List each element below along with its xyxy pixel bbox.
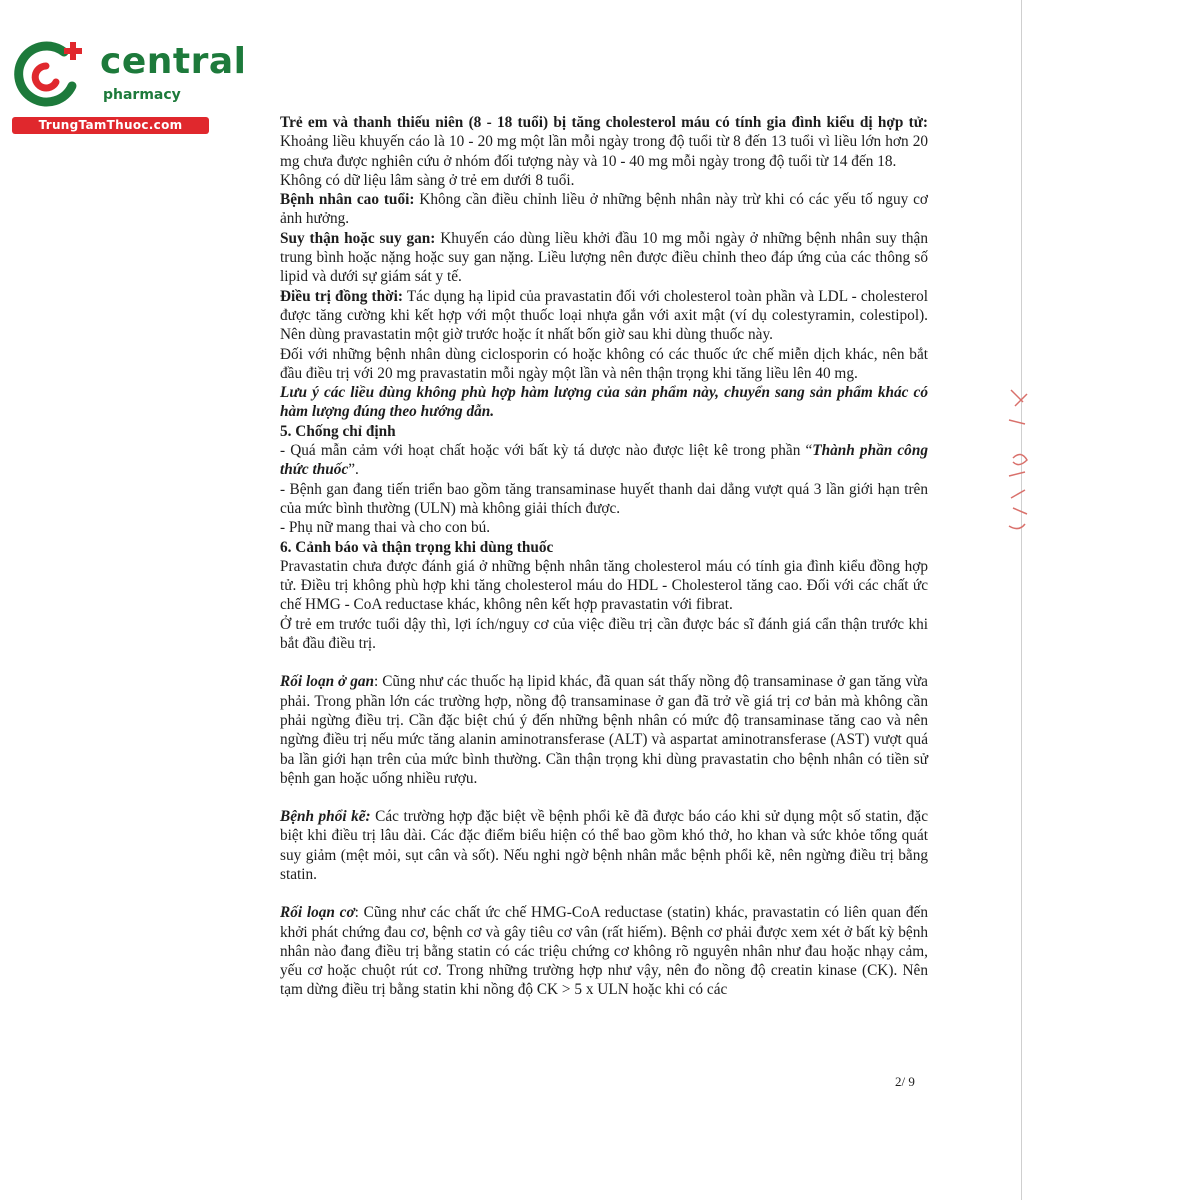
contraindication-3: - Phụ nữ mang thai và cho con bú. bbox=[280, 519, 491, 537]
stamp-fragment-icon bbox=[1003, 380, 1043, 550]
warning-paragraph-1: Pravastatin chưa được đánh giá ở những bệnh nhân tăng cholesterol máu có tính gia đình kiểu đồng hợp tử. Điều trị không phù hợp khi tăng cholesterol máu do HDL - Cholesterol tăng cao. Đối với các chất ức chế HMG - CoA reductase khác, không nên kết hợp pravastatin với fibrat. bbox=[280, 557, 928, 614]
paragraph-liver: Rối loạn ở gan: Cũng như các thuốc hạ lipid khác, đã quan sát thấy nồng độ transaminase ở gan tăng vừa phải. Trong phần lớn các trường hợp, nồng độ transaminase ở gan đã trở về giá trị cơ bản mà không cần phải ngừng điều trị. Cần đặc biệt chú ý đến những bệnh nhân có mức độ transaminase tăng cao và nên ngừng điều trị nếu mức tăng alanin aminotransferase (ALT) và aspartat aminotransferase (AST) vượt quá ba lần giới hạn trên của mức bình thường. Cần thận trọng khi dùng pravastatin cho bệnh nhân có tiền sử bệnh gan hoặc uống nhiều rượu. bbox=[280, 673, 928, 787]
page-number: 2/ 9 bbox=[895, 1074, 915, 1089]
dosage-note: Lưu ý các liều dùng không phù hợp hàm lượng của sản phẩm này, chuyển sang sản phẩm khác có hàm lượng đúng theo hướng dẫn. bbox=[280, 384, 928, 421]
logo-brand: central bbox=[100, 41, 247, 82]
section-5-heading: 5. Chống chỉ định bbox=[280, 422, 396, 440]
warning-paragraph-2: Ở trẻ em trước tuổi dậy thì, lợi ích/nguy cơ của việc điều trị cần được bác sĩ đánh giá cẩn thận trước khi bắt đầu điều trị. bbox=[280, 615, 928, 653]
paragraph-muscle: Rối loạn cơ: Cũng như các chất ức chế HMG-CoA reductase (statin) khác, pravastatin có liên quan đến khởi phát chứng đau cơ, bệnh cơ và gây tiêu cơ vân (rất hiếm). Bệnh cơ phải được xem xét ở bất kỳ bệnh nhân nào đang điều trị bằng statin có các triệu chứng cơ không rõ nguyên nhân như đau hoặc nhạy cảm, yếu cơ hoặc chuột rút cơ. Trong những trường hợp như vậy, nên đo nồng độ creatin kinase (CK). Nên tạm dừng điều trị bằng statin khi nồng độ CK > 5 x ULN hoặc khi có các bbox=[280, 904, 928, 999]
logo-url-banner: TrungTamThuoc.com bbox=[12, 117, 209, 134]
heading-liver: Rối loạn ở gan bbox=[280, 673, 374, 691]
logo-subtitle: pharmacy bbox=[103, 87, 181, 103]
heading-elderly: Bệnh nhân cao tuổi: bbox=[280, 191, 415, 209]
paragraph-renal-hepatic: Suy thận hoặc suy gan: Khuyến cáo dùng liều khởi đầu 10 mg mỗi ngày ở những bệnh nhân suy thận trung bình hoặc nặng hoặc suy gan nặng. Liều lượng nên được điều chỉnh theo đáp ứng của các thông số lipid và dưới sự giám sát y tế. bbox=[280, 229, 928, 286]
paragraph-elderly: Bệnh nhân cao tuổi: Không cần điều chỉnh liều ở những bệnh nhân này trừ khi có các yếu tố nguy cơ ảnh hưởng. bbox=[280, 191, 928, 228]
heading-lung: Bệnh phổi kẽ: bbox=[280, 808, 371, 826]
pharmacy-logo-icon bbox=[12, 38, 88, 110]
document-body bbox=[280, 113, 928, 1000]
heading-children: Trẻ em và thanh thiếu niên (8 - 18 tuổi) bị tăng cholesterol máu có tính gia đình kiểu dị hợp tử: bbox=[280, 114, 928, 131]
paragraph-ciclosporin: Đối với những bệnh nhân dùng ciclosporin có hoặc không có các thuốc ức chế miễn dịch khác, nên bắt đầu điều trị với 20 mg pravastatin mỗi ngày một lần và nên thận trọng khi tăng liều lên 40 mg. bbox=[280, 345, 928, 382]
scan-edge bbox=[1021, 0, 1022, 1200]
heading-concomitant: Điều trị đồng thời: bbox=[280, 287, 403, 305]
contraindication-2: - Bệnh gan đang tiến triển bao gồm tăng transaminase huyết thanh dai dẳng vượt quá 3 lần giới hạn trên của mức bình thường (ULN) mà không giải thích được. bbox=[280, 480, 928, 517]
heading-renal-hepatic: Suy thận hoặc suy gan: bbox=[280, 229, 436, 247]
paragraph-children-dosage: Trẻ em và thanh thiếu niên (8 - 18 tuổi) bị tăng cholesterol máu có tính gia đình kiểu dị hợp tử: Khoảng liều khuyến cáo là 10 - 20 mg một lần mỗi ngày trong độ tuổi từ 8 đến 13 tuổi vì liều lớn hơn 20 mg chưa được nghiên cứu ở nhóm đối tượng này và 10 - 40 mg mỗi ngày trong độ tuổi từ 14 đến 18. bbox=[280, 114, 928, 170]
contraindication-1: - Quá mẫn cảm với hoạt chất hoặc với bất kỳ tá dược nào được liệt kê trong phần “Thành phần công thức thuốc”. bbox=[280, 442, 928, 479]
paragraph-concomitant: Điều trị đồng thời: Tác dụng hạ lipid của pravastatin đối với cholesterol toàn phần và LDL - cholesterol được tăng cường khi kết hợp với một thuốc loại nhựa gắn với axit mật (ví dụ colestyramin, colestipol). Nên dùng pravastatin một giờ trước hoặc ít nhất bốn giờ sau khi dùng thuốc này. bbox=[280, 287, 928, 344]
section-6-heading: 6. Cảnh báo và thận trọng khi dùng thuốc bbox=[280, 538, 554, 556]
heading-muscle: Rối loạn cơ bbox=[280, 904, 355, 922]
paragraph-note bbox=[280, 383, 928, 422]
paragraph-no-data-under-8: Không có dữ liệu lâm sàng ở trẻ em dưới 8 tuổi. bbox=[280, 171, 575, 189]
central-pharmacy-logo bbox=[12, 38, 247, 134]
paragraph-lung: Bệnh phổi kẽ: Các trường hợp đặc biệt về bệnh phổi kẽ đã được báo cáo khi sử dụng một số statin, đặc biệt khi điều trị lâu dài. Các đặc điểm biểu hiện có thể bao gồm khó thở, ho khan và sức khỏe tổng quát suy giảm (mệt mỏi, sụt cân và sốt). Nếu nghi ngờ bệnh nhân mắc bệnh phổi kẽ, nên ngừng điều trị bằng statin. bbox=[280, 808, 928, 883]
